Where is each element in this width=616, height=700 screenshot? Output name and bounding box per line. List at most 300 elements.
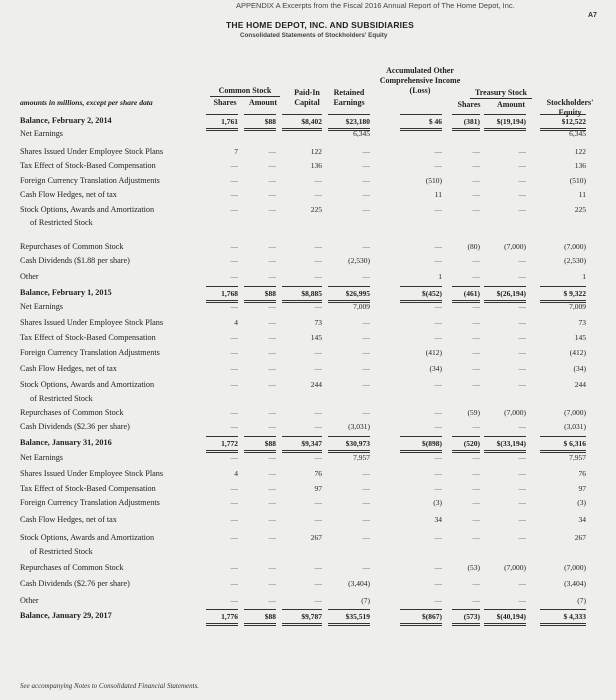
cell-col-2: — — [268, 498, 276, 507]
cell-col-4: — — [362, 484, 370, 493]
cell-col-2: — — [268, 484, 276, 493]
cell-col-7: — — [518, 484, 526, 493]
cell-col-7: — — [518, 596, 526, 605]
cell-col-8: 73 — [578, 318, 586, 327]
cell-col-7: — — [518, 256, 526, 265]
cell-col-8: $12,522 — [540, 114, 586, 131]
cell-col-6: (573) — [452, 609, 480, 626]
cell-col-1: — — [230, 408, 238, 417]
table-row — [0, 531, 616, 544]
cell-col-5: (3) — [433, 498, 442, 507]
cell-col-4: — — [362, 498, 370, 507]
cell-col-5: — — [434, 380, 442, 389]
cell-col-4: — — [362, 563, 370, 572]
cell-col-7: $(33,194) — [484, 436, 526, 453]
cell-col-6: — — [472, 272, 480, 281]
footnote: See accompanying Notes to Consolidated Financial Statements. — [20, 682, 200, 690]
row-label: of Restricted Stock — [30, 218, 93, 227]
cell-col-6: — — [472, 318, 480, 327]
cell-col-1: — — [230, 422, 238, 431]
cell-col-2: — — [268, 333, 276, 342]
cell-col-8: $ 9,322 — [540, 286, 586, 303]
cell-col-5: $(452) — [400, 286, 442, 303]
cell-col-6: — — [472, 579, 480, 588]
cell-col-5: — — [434, 408, 442, 417]
cell-col-7: — — [518, 348, 526, 357]
cell-col-8: (510) — [569, 176, 586, 185]
cell-col-1: — — [230, 333, 238, 342]
row-label: Balance, January 29, 2017 — [20, 611, 112, 620]
cell-col-3: — — [314, 364, 322, 373]
stub-header: amounts in millions, except per share data — [20, 98, 153, 107]
row-label: Other — [20, 596, 39, 605]
cell-col-3: — — [314, 579, 322, 588]
cell-col-7: — — [518, 190, 526, 199]
cell-col-5: — — [434, 469, 442, 478]
cell-col-4: — — [362, 408, 370, 417]
appendix-banner: APPENDIX A Excerpts from the Fiscal 2016 Annual Report of The Home Depot, Inc. — [236, 1, 515, 10]
row-label: Balance, February 1, 2015 — [20, 288, 112, 297]
row-label: Net Earnings — [20, 453, 63, 462]
cell-col-4: — — [362, 242, 370, 251]
equity-header: Stockholders' Equity — [546, 98, 594, 117]
cell-col-7: — — [518, 422, 526, 431]
cell-col-1: — — [230, 364, 238, 373]
row-label: Shares Issued Under Employee Stock Plans — [20, 469, 164, 478]
cell-col-3: 76 — [314, 469, 322, 478]
cell-col-1: 1,776 — [206, 609, 238, 626]
cell-col-5: (34) — [429, 364, 442, 373]
cell-col-6: — — [472, 205, 480, 214]
statement-title: Consolidated Statements of Stockholders' Equity — [240, 32, 388, 39]
cell-col-1: — — [230, 176, 238, 185]
table-row — [0, 174, 616, 187]
cell-col-4: — — [362, 348, 370, 357]
table-row — [0, 270, 616, 283]
row-label: of Restricted Stock — [30, 547, 93, 556]
table-row — [0, 545, 616, 558]
amount-header: Amount — [248, 98, 277, 107]
cell-col-6: — — [472, 364, 480, 373]
cell-col-6: — — [472, 348, 480, 357]
cell-col-4: 6,345 — [353, 129, 370, 138]
row-label: Stock Options, Awards and Amortization — [20, 380, 155, 389]
cell-col-7: — — [518, 272, 526, 281]
cell-col-2: $88 — [244, 286, 276, 303]
row-label: Cash Flow Hedges, net of tax — [20, 515, 117, 524]
table-row — [0, 254, 616, 267]
table-row — [0, 316, 616, 329]
cell-col-4: — — [362, 333, 370, 342]
cell-col-3: 73 — [314, 318, 322, 327]
cell-col-2: — — [268, 453, 276, 462]
cell-col-3: $9,347 — [282, 436, 322, 453]
cell-col-3: $9,787 — [282, 609, 322, 626]
cell-col-5: 11 — [434, 190, 442, 199]
cell-col-5: — — [434, 596, 442, 605]
cell-col-8: 225 — [574, 205, 586, 214]
row-label: Repurchases of Common Stock — [20, 563, 124, 572]
cell-col-1: 1,761 — [206, 114, 238, 131]
cell-col-5: — — [434, 484, 442, 493]
cell-col-5: — — [434, 256, 442, 265]
cell-col-4: $26,995 — [328, 286, 370, 303]
row-label: of Restricted Stock — [30, 394, 93, 403]
cell-col-4: — — [362, 205, 370, 214]
aoci-header: Accumulated Other Comprehensive Income (Loss) — [379, 66, 461, 95]
cell-col-7: $(19,194) — [484, 114, 526, 131]
cell-col-3: 97 — [314, 484, 322, 493]
cell-col-7: — — [518, 453, 526, 462]
cell-col-2: — — [268, 422, 276, 431]
row-label: Net Earnings — [20, 129, 63, 138]
cell-col-6: — — [472, 190, 480, 199]
cell-col-2: — — [268, 205, 276, 214]
table-row — [0, 378, 616, 391]
cell-col-2: $88 — [244, 114, 276, 131]
cell-col-8: (7) — [577, 596, 586, 605]
cell-col-2: — — [268, 364, 276, 373]
cell-col-3: — — [314, 272, 322, 281]
row-label: Tax Effect of Stock-Based Compensation — [20, 484, 156, 493]
cell-col-8: (3,031) — [564, 422, 586, 431]
common-stock-header: Common Stock — [210, 86, 280, 97]
cell-col-8: 76 — [578, 469, 586, 478]
cell-col-2: $88 — [244, 609, 276, 626]
cell-col-7: $(40,194) — [484, 609, 526, 626]
cell-col-3: 122 — [310, 147, 322, 156]
table-row — [0, 406, 616, 419]
cell-col-4: (3,404) — [348, 579, 370, 588]
cell-col-8: 34 — [578, 515, 586, 524]
cell-col-2: — — [268, 161, 276, 170]
cell-col-5: — — [434, 333, 442, 342]
cell-col-1: — — [230, 272, 238, 281]
table-row — [0, 467, 616, 480]
cell-col-8: 244 — [574, 380, 586, 389]
cell-col-1: — — [230, 498, 238, 507]
cell-col-1: 1,768 — [206, 286, 238, 303]
cell-col-2: — — [268, 147, 276, 156]
cell-col-5: — — [434, 579, 442, 588]
cell-col-5: — — [434, 453, 442, 462]
table-row — [0, 240, 616, 253]
cell-col-7: — — [518, 318, 526, 327]
cell-col-3: 244 — [310, 380, 322, 389]
row-label: Cash Dividends ($2.76 per share) — [20, 579, 130, 588]
cell-col-8: (412) — [569, 348, 586, 357]
treasury-stock-header: Treasury Stock — [470, 88, 532, 99]
cell-col-7: — — [518, 364, 526, 373]
cell-col-5: — — [434, 147, 442, 156]
table-row — [0, 159, 616, 172]
table-row — [0, 561, 616, 574]
cell-col-1: — — [230, 242, 238, 251]
cell-col-2: — — [268, 256, 276, 265]
cell-col-3: $8,402 — [282, 114, 322, 131]
cell-col-8: (2,530) — [564, 256, 586, 265]
cell-col-2: — — [268, 272, 276, 281]
cell-col-4: — — [362, 469, 370, 478]
row-label: Cash Dividends ($2.36 per share) — [20, 422, 130, 431]
cell-col-4: (3,031) — [348, 422, 370, 431]
table-row — [0, 300, 616, 313]
table-row — [0, 420, 616, 433]
cell-col-4: — — [362, 515, 370, 524]
cell-col-1: — — [230, 533, 238, 542]
cell-col-7: — — [518, 302, 526, 311]
cell-col-6: — — [472, 469, 480, 478]
table-row — [0, 362, 616, 375]
row-label: Foreign Currency Translation Adjustments — [20, 176, 160, 185]
row-label: Foreign Currency Translation Adjustments — [20, 498, 160, 507]
cell-col-5: (412) — [425, 348, 442, 357]
cell-col-3: 225 — [310, 205, 322, 214]
cell-col-3: — — [314, 256, 322, 265]
cell-col-1: — — [230, 579, 238, 588]
cell-col-3: — — [314, 408, 322, 417]
row-label: Balance, January 31, 2016 — [20, 438, 112, 447]
cell-col-5: — — [434, 161, 442, 170]
cell-col-7: (7,000) — [504, 242, 526, 251]
cell-col-1: — — [230, 563, 238, 572]
treasury-shares-header: Shares — [457, 100, 481, 109]
cell-col-8: (3) — [577, 498, 586, 507]
cell-col-2: — — [268, 579, 276, 588]
cell-col-2: — — [268, 190, 276, 199]
cell-col-1: 7 — [234, 147, 238, 156]
balance-row — [0, 114, 616, 127]
cell-col-6: — — [472, 302, 480, 311]
table-row — [0, 188, 616, 201]
table-row — [0, 346, 616, 359]
cell-col-4: 7,009 — [353, 302, 370, 311]
cell-col-2: $88 — [244, 436, 276, 453]
cell-col-1: 1,772 — [206, 436, 238, 453]
cell-col-3: — — [314, 515, 322, 524]
cell-col-1: 4 — [234, 318, 238, 327]
cell-col-4: — — [362, 176, 370, 185]
cell-col-6: — — [472, 256, 480, 265]
cell-col-6: — — [472, 515, 480, 524]
cell-col-8: (3,404) — [564, 579, 586, 588]
cell-col-7: — — [518, 333, 526, 342]
cell-col-5: 1 — [438, 272, 442, 281]
cell-col-7: — — [518, 205, 526, 214]
table-row — [0, 496, 616, 509]
cell-col-6: (381) — [452, 114, 480, 131]
table-row — [0, 145, 616, 158]
cell-col-5: $(898) — [400, 436, 442, 453]
cell-col-5: — — [434, 205, 442, 214]
cell-col-2: — — [268, 515, 276, 524]
cell-col-4: — — [362, 533, 370, 542]
row-label: Tax Effect of Stock-Based Compensation — [20, 333, 156, 342]
cell-col-1: — — [230, 453, 238, 462]
retained-earnings-header: Retained Earnings — [333, 88, 365, 107]
balance-row — [0, 609, 616, 622]
cell-col-6: — — [472, 422, 480, 431]
cell-col-8: 145 — [574, 333, 586, 342]
page-number: A7 — [588, 12, 597, 19]
cell-col-2: — — [268, 408, 276, 417]
row-label: Cash Dividends ($1.88 per share) — [20, 256, 130, 265]
cell-col-7: — — [518, 498, 526, 507]
cell-col-7: — — [518, 533, 526, 542]
cell-col-4: — — [362, 190, 370, 199]
cell-col-3: — — [314, 498, 322, 507]
cell-col-6: — — [472, 380, 480, 389]
cell-col-8: (34) — [573, 364, 586, 373]
cell-col-7: — — [518, 380, 526, 389]
cell-col-2: — — [268, 533, 276, 542]
cell-col-8: 97 — [578, 484, 586, 493]
table-row — [0, 451, 616, 464]
cell-col-2: — — [268, 380, 276, 389]
cell-col-6: — — [472, 484, 480, 493]
cell-col-3: — — [314, 348, 322, 357]
cell-col-6: — — [472, 176, 480, 185]
cell-col-8: (7,000) — [564, 408, 586, 417]
cell-col-7: $(26,194) — [484, 286, 526, 303]
cell-col-6: (80) — [467, 242, 480, 251]
cell-col-4: — — [362, 380, 370, 389]
cell-col-3: — — [314, 422, 322, 431]
cell-col-5: — — [434, 533, 442, 542]
cell-col-8: 6,345 — [569, 129, 586, 138]
cell-col-1: — — [230, 484, 238, 493]
cell-col-3: 267 — [310, 533, 322, 542]
cell-col-5: — — [434, 563, 442, 572]
cell-col-2: — — [268, 596, 276, 605]
cell-col-4: — — [362, 161, 370, 170]
cell-col-5: 34 — [434, 515, 442, 524]
cell-col-5: — — [434, 242, 442, 251]
cell-col-1: — — [230, 205, 238, 214]
cell-col-5: — — [434, 422, 442, 431]
cell-col-6: — — [472, 161, 480, 170]
cell-col-2: — — [268, 563, 276, 572]
cell-col-3: — — [314, 596, 322, 605]
row-label: Foreign Currency Translation Adjustments — [20, 348, 160, 357]
cell-col-2: — — [268, 176, 276, 185]
balance-row — [0, 286, 616, 299]
row-label: Shares Issued Under Employee Stock Plans — [20, 318, 164, 327]
shares-header: Shares — [213, 98, 237, 107]
cell-col-3: 136 — [310, 161, 322, 170]
cell-col-2: — — [268, 242, 276, 251]
cell-col-1: — — [230, 161, 238, 170]
cell-col-3: — — [314, 302, 322, 311]
cell-col-6: — — [472, 596, 480, 605]
cell-col-7: — — [518, 469, 526, 478]
cell-col-1: — — [230, 348, 238, 357]
table-row — [0, 594, 616, 607]
cell-col-2: — — [268, 348, 276, 357]
table-row — [0, 577, 616, 590]
cell-col-1: — — [230, 515, 238, 524]
cell-col-7: — — [518, 147, 526, 156]
cell-col-4: (7) — [361, 596, 370, 605]
table-row — [0, 513, 616, 526]
cell-col-1: 4 — [234, 469, 238, 478]
cell-col-6: (59) — [467, 408, 480, 417]
row-label: Stock Options, Awards and Amortization — [20, 533, 155, 542]
cell-col-6: — — [472, 147, 480, 156]
cell-col-2: — — [268, 469, 276, 478]
row-label: Tax Effect of Stock-Based Compensation — [20, 161, 156, 170]
cell-col-4: 7,957 — [353, 453, 370, 462]
cell-col-8: (7,000) — [564, 242, 586, 251]
treasury-amount-header: Amount — [496, 100, 525, 109]
company-name: THE HOME DEPOT, INC. AND SUBSIDIARIES — [226, 20, 414, 30]
cell-col-3: — — [314, 563, 322, 572]
cell-col-1: — — [230, 380, 238, 389]
cell-col-7: — — [518, 515, 526, 524]
cell-col-3: $8,885 — [282, 286, 322, 303]
table-row — [0, 216, 616, 229]
cell-col-3: — — [314, 190, 322, 199]
cell-col-6: — — [472, 453, 480, 462]
cell-col-3: — — [314, 242, 322, 251]
cell-col-8: (7,000) — [564, 563, 586, 572]
cell-col-5: — — [434, 302, 442, 311]
cell-col-6: (53) — [467, 563, 480, 572]
cell-col-5: $ 46 — [400, 114, 442, 131]
cell-col-4: — — [362, 318, 370, 327]
table-row — [0, 392, 616, 405]
cell-col-6: — — [472, 498, 480, 507]
cell-col-8: 122 — [574, 147, 586, 156]
cell-col-5: — — [434, 318, 442, 327]
cell-col-4: (2,530) — [348, 256, 370, 265]
cell-col-8: 11 — [578, 190, 586, 199]
cell-col-4: $30,973 — [328, 436, 370, 453]
cell-col-6: — — [472, 533, 480, 542]
row-label: Repurchases of Common Stock — [20, 242, 124, 251]
balance-row — [0, 436, 616, 449]
cell-col-7: — — [518, 161, 526, 170]
cell-col-6: (461) — [452, 286, 480, 303]
cell-col-8: 1 — [582, 272, 586, 281]
cell-col-8: 7,009 — [569, 302, 586, 311]
cell-col-7: (7,000) — [504, 563, 526, 572]
row-label: Cash Flow Hedges, net of tax — [20, 190, 117, 199]
cell-col-2: — — [268, 302, 276, 311]
table-row — [0, 127, 616, 140]
cell-col-3: 145 — [310, 333, 322, 342]
cell-col-7: (7,000) — [504, 408, 526, 417]
row-label: Stock Options, Awards and Amortization — [20, 205, 155, 214]
row-label: Balance, February 2, 2014 — [20, 116, 112, 125]
cell-col-3: — — [314, 176, 322, 185]
row-label: Other — [20, 272, 39, 281]
cell-col-2: — — [268, 318, 276, 327]
cell-col-4: — — [362, 364, 370, 373]
table-row — [0, 331, 616, 344]
row-label: Cash Flow Hedges, net of tax — [20, 364, 117, 373]
cell-col-1: — — [230, 302, 238, 311]
cell-col-4: — — [362, 147, 370, 156]
cell-col-8: 136 — [574, 161, 586, 170]
row-label: Shares Issued Under Employee Stock Plans — [20, 147, 164, 156]
table-row — [0, 482, 616, 495]
cell-col-6: — — [472, 333, 480, 342]
cell-col-7: — — [518, 176, 526, 185]
paid-in-capital-header: Paid-In Capital — [294, 88, 320, 107]
table-row — [0, 203, 616, 216]
cell-col-1: — — [230, 256, 238, 265]
